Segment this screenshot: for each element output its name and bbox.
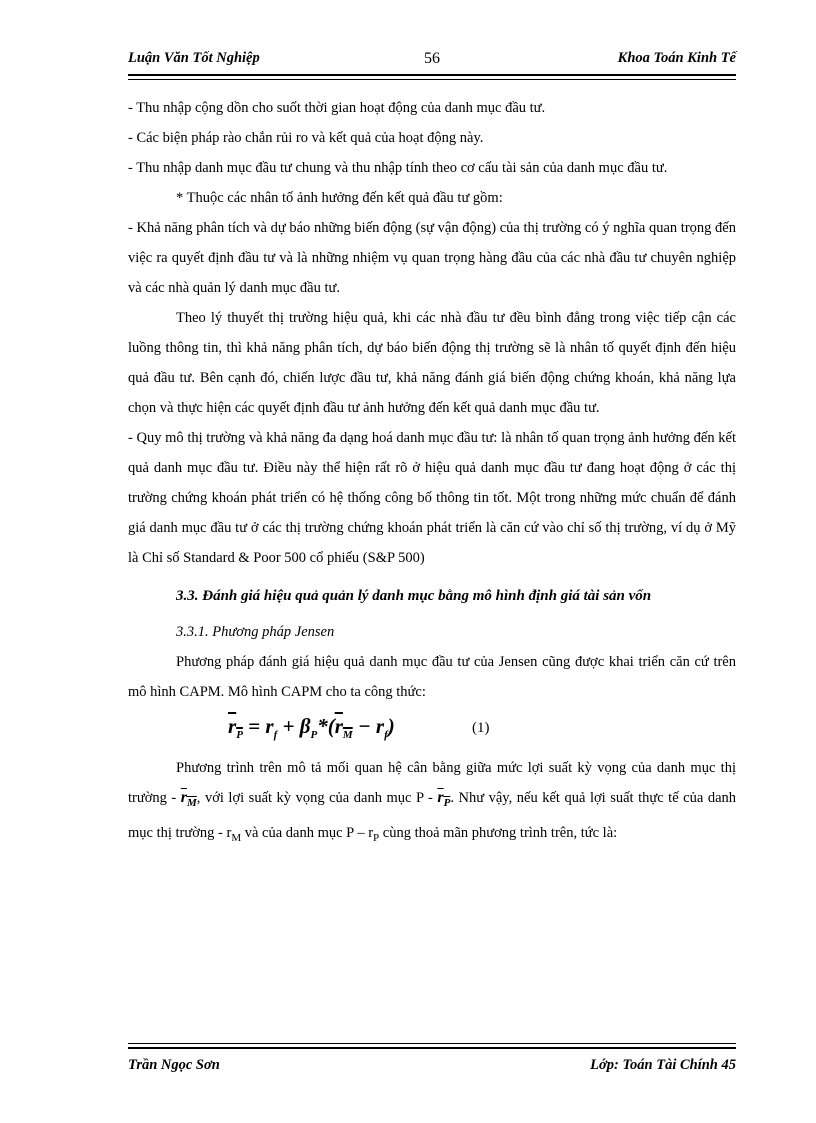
page-number: 56 [424,50,440,67]
formula-number: (1) [472,720,490,736]
footer-rule-thin [128,1043,736,1044]
footer-author: Trần Ngọc Sơn [128,1057,220,1073]
paragraph: - Các biện pháp rào chắn rủi ro và kết quả của hoạt động này. [128,130,484,146]
paragraph: Theo lý thuyết thị trường hiệu quả, khi các nhà đầu tư đều bình đẳng trong việc tiếp cận các luồng thông tin, thì khả năng phân tích, dự báo biến động thị trường sẽ là nhân tố quyết định đến hiệu quả đầu tư. Bên cạnh đó, chiến lược đầu tư, khả năng đánh giá biến động chứng khoán, khả năng lựa chọn và thực hiện các quyết định đầu tư ảnh hưởng đến kết quả danh mục đầu tư. [128,310,736,416]
header-rule-thick [128,74,736,76]
paragraph: - Quy mô thị trường và khả năng đa dạng hoá danh mục đầu tư: là nhân tố quan trọng ảnh hưởng đến kết quả danh mục đầu tư. Điều này thể hiện rất rõ ở hiệu quả danh mục đầu tư đang hoạt động ở các thị trường chứng khoán phát triển có hệ thống công bố thông tin tốt. Một trong những mức chuẩn để đánh giá danh mục đầu tư ở các thị trường chứng khoán phát triển là căn cứ vào chỉ số thị trường, ví dụ ở Mỹ là Chỉ số Standard & Poor 500 cổ phiếu (S&P 500) [128,430,736,566]
formula-expression: $r_P = r_f + \beta_P*(r_M - r_f)$ [228,714,395,742]
paragraph: - Thu nhập cộng dồn cho suốt thời gian hoạt động của danh mục đầu tư. [128,100,546,116]
page-header [128,48,736,72]
header-thesis-title: Luận Văn Tốt Nghiệp [128,50,260,66]
footer-class: Lớp: Toán Tài Chính 45 [590,1057,736,1073]
paragraph: * Thuộc các nhân tố ảnh hưởng đến kết quả đầu tư gồm: [176,190,503,206]
page-body [128,93,736,853]
paragraph: Phương pháp đánh giá hiệu quả danh mục đầu tư của Jensen cũng được khai triển căn cứ trên mô hình CAPM. Mô hình CAPM cho ta công thức: [128,654,736,700]
page-footer [128,1054,736,1078]
expected-market-return: $r_M$ [180,789,197,810]
header-faculty: Khoa Toán Kinh Tế [617,50,736,66]
paragraph: Phương trình trên mô tả mối quan hệ cân bằng giữa mức lợi suất kỳ vọng của danh mục thị trường - $r_M$, với lợi suất kỳ vọng của danh mục P - $r_P$. Như vậy, nếu kết quả lợi suất thực tế của danh mục thị trường - $r_M$ và của danh mục P – $r_P$ cùng thoả mãn phương trình trên, tức là: [128,760,737,845]
expected-portfolio-return: $r_P$ [437,789,451,810]
paragraph: - Thu nhập danh mục đầu tư chung và thu nhập tính theo cơ cấu tài sản của danh mục đầu tư. [128,160,668,176]
footer-rule-thick [128,1047,736,1049]
header-rule-thin [128,79,736,80]
section-heading: 3.3. Đánh giá hiệu quả quản lý danh mục bằng mô hình định giá tài sản vốn [176,588,652,604]
paragraph: - Khả năng phân tích và dự báo những biến động (sự vận động) của thị trường có ý nghĩa quan trọng đến việc ra quyết định đầu tư và là những nhiệm vụ quan trọng hàng đầu của các nhà đầu tư chuyên nghiệp và các nhà quản lý danh mục đầu tư. [128,220,736,296]
capm-formula [128,707,736,753]
subsection-heading: 3.3.1. Phương pháp Jensen [176,624,335,640]
